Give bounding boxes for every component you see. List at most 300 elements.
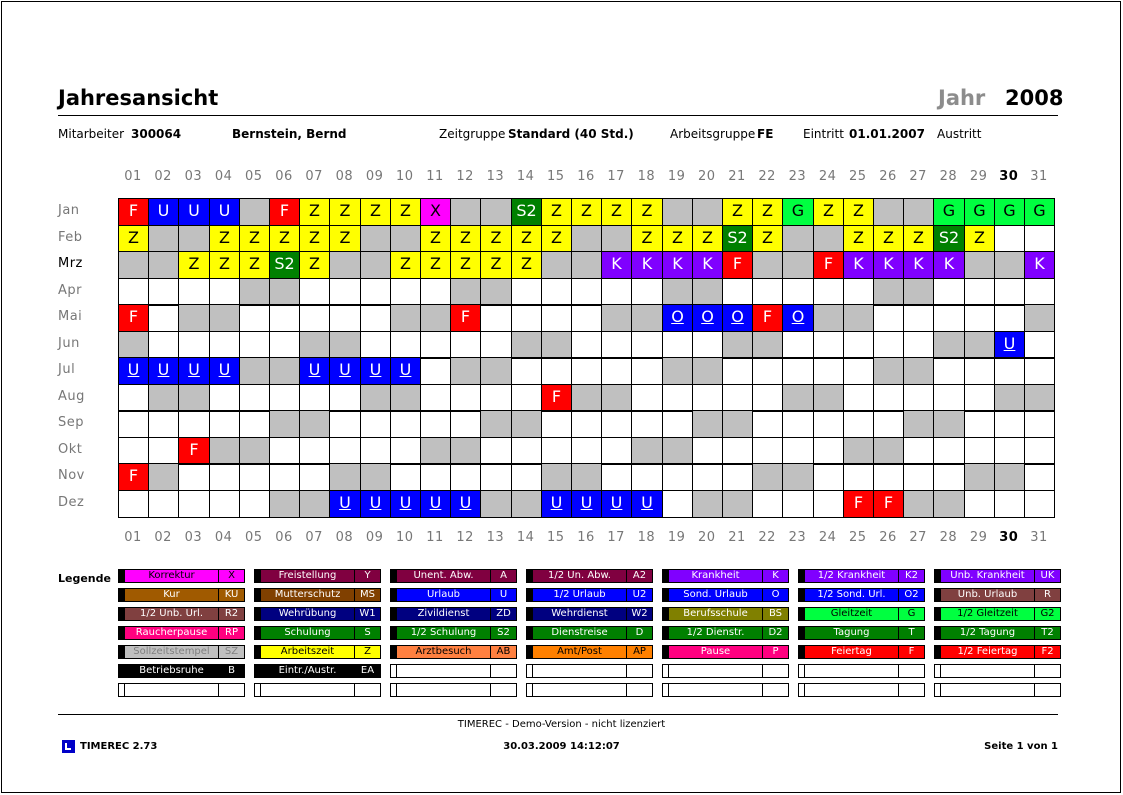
calendar-day-cell[interactable]: [752, 490, 783, 518]
calendar-day-cell[interactable]: [933, 437, 965, 465]
calendar-day-cell[interactable]: [269, 463, 300, 491]
calendar-day-cell[interactable]: [390, 278, 421, 306]
calendar-day-cell[interactable]: Z: [420, 225, 451, 253]
calendar-day-cell[interactable]: [239, 410, 270, 438]
calendar-day-cell[interactable]: [722, 463, 753, 491]
calendar-day-cell[interactable]: [541, 463, 572, 491]
calendar-day-cell[interactable]: [843, 437, 874, 465]
calendar-day-cell[interactable]: U: [178, 198, 210, 226]
calendar-day-cell[interactable]: [480, 331, 512, 359]
calendar-day-cell[interactable]: [873, 198, 904, 226]
calendar-day-cell[interactable]: [994, 463, 1025, 491]
calendar-day-cell[interactable]: [873, 410, 904, 438]
calendar-day-cell[interactable]: [722, 490, 753, 518]
calendar-day-cell[interactable]: [450, 357, 481, 385]
calendar-day-cell[interactable]: [994, 437, 1025, 465]
calendar-day-cell[interactable]: [1024, 463, 1055, 491]
calendar-day-cell[interactable]: [964, 278, 995, 306]
calendar-day-cell[interactable]: Z: [450, 225, 481, 253]
calendar-day-cell[interactable]: [782, 278, 814, 306]
calendar-day-cell[interactable]: [360, 304, 391, 332]
calendar-day-cell[interactable]: [933, 357, 965, 385]
calendar-day-cell[interactable]: [178, 410, 210, 438]
calendar-day-cell[interactable]: Z: [662, 225, 693, 253]
calendar-day-cell[interactable]: [692, 490, 723, 518]
calendar-day-cell[interactable]: [209, 278, 240, 306]
calendar-day-cell[interactable]: [360, 331, 391, 359]
calendar-day-cell[interactable]: G: [933, 198, 965, 226]
calendar-day-cell[interactable]: [178, 384, 210, 412]
calendar-day-cell[interactable]: [511, 490, 542, 518]
calendar-day-cell[interactable]: [843, 384, 874, 412]
calendar-day-cell[interactable]: [903, 304, 934, 332]
calendar-day-cell[interactable]: [420, 463, 451, 491]
calendar-day-cell[interactable]: [148, 384, 179, 412]
calendar-day-cell[interactable]: U: [329, 357, 361, 385]
calendar-day-cell[interactable]: [662, 278, 693, 306]
calendar-day-cell[interactable]: [601, 410, 632, 438]
calendar-day-cell[interactable]: [994, 384, 1025, 412]
calendar-day-cell[interactable]: Z: [329, 225, 361, 253]
calendar-day-cell[interactable]: [873, 278, 904, 306]
calendar-day-cell[interactable]: [390, 225, 421, 253]
calendar-day-cell[interactable]: [662, 437, 693, 465]
calendar-day-cell[interactable]: Z: [390, 251, 421, 279]
calendar-day-cell[interactable]: [782, 225, 814, 253]
calendar-day-cell[interactable]: Z: [269, 225, 300, 253]
calendar-day-cell[interactable]: [541, 357, 572, 385]
calendar-day-cell[interactable]: [178, 225, 210, 253]
calendar-day-cell[interactable]: [752, 410, 783, 438]
calendar-day-cell[interactable]: [873, 304, 904, 332]
calendar-day-cell[interactable]: [933, 490, 965, 518]
calendar-day-cell[interactable]: Z: [299, 225, 330, 253]
calendar-day-cell[interactable]: [148, 304, 179, 332]
calendar-day-cell[interactable]: [994, 490, 1025, 518]
calendar-day-cell[interactable]: [1024, 304, 1055, 332]
calendar-day-cell[interactable]: [329, 463, 361, 491]
calendar-day-cell[interactable]: [873, 437, 904, 465]
calendar-day-cell[interactable]: [299, 384, 330, 412]
calendar-day-cell[interactable]: [782, 331, 814, 359]
calendar-day-cell[interactable]: [511, 331, 542, 359]
calendar-day-cell[interactable]: Z: [722, 198, 753, 226]
calendar-day-cell[interactable]: [752, 357, 783, 385]
calendar-day-cell[interactable]: [1024, 437, 1055, 465]
calendar-day-cell[interactable]: [178, 463, 210, 491]
calendar-day-cell[interactable]: O: [692, 304, 723, 332]
calendar-day-cell[interactable]: [662, 384, 693, 412]
calendar-day-cell[interactable]: Z: [601, 198, 632, 226]
calendar-day-cell[interactable]: Z: [631, 225, 663, 253]
calendar-day-cell[interactable]: [269, 278, 300, 306]
calendar-day-cell[interactable]: [933, 384, 965, 412]
calendar-day-cell[interactable]: [450, 278, 481, 306]
calendar-day-cell[interactable]: Z: [209, 225, 240, 253]
calendar-day-cell[interactable]: [390, 410, 421, 438]
calendar-day-cell[interactable]: [239, 463, 270, 491]
calendar-day-cell[interactable]: [813, 304, 844, 332]
calendar-day-cell[interactable]: [360, 410, 391, 438]
calendar-day-cell[interactable]: [873, 463, 904, 491]
calendar-day-cell[interactable]: [148, 331, 179, 359]
calendar-day-cell[interactable]: [571, 463, 602, 491]
calendar-day-cell[interactable]: [390, 463, 421, 491]
calendar-day-cell[interactable]: [118, 490, 149, 518]
calendar-day-cell[interactable]: [843, 331, 874, 359]
calendar-day-cell[interactable]: K: [873, 251, 904, 279]
calendar-day-cell[interactable]: [571, 384, 602, 412]
calendar-day-cell[interactable]: [450, 410, 481, 438]
calendar-day-cell[interactable]: [239, 198, 270, 226]
calendar-day-cell[interactable]: F: [178, 437, 210, 465]
calendar-day-cell[interactable]: [631, 463, 663, 491]
calendar-day-cell[interactable]: [662, 357, 693, 385]
calendar-day-cell[interactable]: U: [148, 198, 179, 226]
calendar-day-cell[interactable]: [541, 410, 572, 438]
calendar-day-cell[interactable]: [450, 198, 481, 226]
calendar-day-cell[interactable]: [903, 331, 934, 359]
calendar-day-cell[interactable]: [903, 490, 934, 518]
calendar-day-cell[interactable]: [813, 437, 844, 465]
calendar-day-cell[interactable]: [964, 304, 995, 332]
calendar-day-cell[interactable]: Z: [118, 225, 149, 253]
calendar-day-cell[interactable]: U: [148, 357, 179, 385]
calendar-day-cell[interactable]: [299, 463, 330, 491]
calendar-day-cell[interactable]: [1024, 490, 1055, 518]
calendar-day-cell[interactable]: [420, 437, 451, 465]
calendar-day-cell[interactable]: [933, 463, 965, 491]
calendar-day-cell[interactable]: [1024, 410, 1055, 438]
calendar-day-cell[interactable]: [239, 357, 270, 385]
calendar-day-cell[interactable]: Z: [964, 225, 995, 253]
calendar-day-cell[interactable]: [601, 437, 632, 465]
calendar-day-cell[interactable]: [722, 357, 753, 385]
calendar-day-cell[interactable]: [994, 304, 1025, 332]
calendar-day-cell[interactable]: F: [450, 304, 481, 332]
calendar-day-cell[interactable]: S2: [269, 251, 300, 279]
calendar-day-cell[interactable]: S2: [511, 198, 542, 226]
calendar-day-cell[interactable]: [541, 278, 572, 306]
calendar-day-cell[interactable]: [269, 331, 300, 359]
calendar-day-cell[interactable]: Z: [843, 198, 874, 226]
calendar-day-cell[interactable]: Z: [752, 198, 783, 226]
calendar-day-cell[interactable]: [964, 437, 995, 465]
calendar-day-cell[interactable]: [722, 278, 753, 306]
calendar-day-cell[interactable]: Z: [420, 251, 451, 279]
calendar-day-cell[interactable]: [752, 251, 783, 279]
calendar-day-cell[interactable]: [843, 463, 874, 491]
calendar-day-cell[interactable]: [964, 251, 995, 279]
calendar-day-cell[interactable]: [329, 251, 361, 279]
calendar-day-cell[interactable]: Z: [450, 251, 481, 279]
calendar-day-cell[interactable]: [209, 463, 240, 491]
calendar-day-cell[interactable]: [903, 357, 934, 385]
calendar-day-cell[interactable]: [209, 304, 240, 332]
calendar-day-cell[interactable]: [299, 437, 330, 465]
calendar-day-cell[interactable]: [933, 278, 965, 306]
calendar-day-cell[interactable]: [1024, 225, 1055, 253]
calendar-day-cell[interactable]: Z: [329, 198, 361, 226]
calendar-day-cell[interactable]: [571, 331, 602, 359]
calendar-day-cell[interactable]: [903, 198, 934, 226]
calendar-day-cell[interactable]: [450, 331, 481, 359]
calendar-day-cell[interactable]: F: [541, 384, 572, 412]
calendar-day-cell[interactable]: F: [873, 490, 904, 518]
calendar-day-cell[interactable]: O: [782, 304, 814, 332]
calendar-day-cell[interactable]: [964, 463, 995, 491]
calendar-day-cell[interactable]: U: [390, 490, 421, 518]
calendar-day-cell[interactable]: [782, 251, 814, 279]
calendar-day-cell[interactable]: [903, 437, 934, 465]
calendar-day-cell[interactable]: [420, 410, 451, 438]
calendar-day-cell[interactable]: Z: [752, 225, 783, 253]
calendar-day-cell[interactable]: U: [209, 357, 240, 385]
calendar-day-cell[interactable]: [269, 384, 300, 412]
calendar-day-cell[interactable]: [450, 463, 481, 491]
calendar-day-cell[interactable]: [601, 384, 632, 412]
calendar-day-cell[interactable]: [601, 304, 632, 332]
calendar-day-cell[interactable]: U: [360, 490, 391, 518]
calendar-day-cell[interactable]: [873, 331, 904, 359]
calendar-day-cell[interactable]: [269, 410, 300, 438]
calendar-day-cell[interactable]: [209, 490, 240, 518]
calendar-day-cell[interactable]: [601, 331, 632, 359]
calendar-day-cell[interactable]: [933, 304, 965, 332]
calendar-day-cell[interactable]: Z: [239, 225, 270, 253]
calendar-day-cell[interactable]: [148, 437, 179, 465]
calendar-day-cell[interactable]: [692, 384, 723, 412]
calendar-day-cell[interactable]: Z: [209, 251, 240, 279]
calendar-day-cell[interactable]: [511, 437, 542, 465]
calendar-day-cell[interactable]: [571, 304, 602, 332]
calendar-day-cell[interactable]: [360, 278, 391, 306]
calendar-day-cell[interactable]: [843, 304, 874, 332]
calendar-day-cell[interactable]: U: [209, 198, 240, 226]
calendar-day-cell[interactable]: [813, 463, 844, 491]
calendar-day-cell[interactable]: K: [933, 251, 965, 279]
calendar-day-cell[interactable]: [722, 331, 753, 359]
calendar-day-cell[interactable]: [178, 331, 210, 359]
calendar-day-cell[interactable]: [269, 304, 300, 332]
calendar-day-cell[interactable]: [1024, 357, 1055, 385]
calendar-day-cell[interactable]: U: [601, 490, 632, 518]
calendar-day-cell[interactable]: [329, 437, 361, 465]
calendar-day-cell[interactable]: [480, 463, 512, 491]
calendar-day-cell[interactable]: [873, 357, 904, 385]
calendar-day-cell[interactable]: [843, 278, 874, 306]
calendar-day-cell[interactable]: S2: [722, 225, 753, 253]
calendar-day-cell[interactable]: [329, 410, 361, 438]
calendar-day-cell[interactable]: [994, 225, 1025, 253]
calendar-day-cell[interactable]: [813, 410, 844, 438]
calendar-day-cell[interactable]: U: [390, 357, 421, 385]
calendar-day-cell[interactable]: [299, 490, 330, 518]
calendar-day-cell[interactable]: [631, 357, 663, 385]
calendar-day-cell[interactable]: [692, 198, 723, 226]
calendar-day-cell[interactable]: [813, 357, 844, 385]
calendar-day-cell[interactable]: [601, 463, 632, 491]
calendar-day-cell[interactable]: U: [178, 357, 210, 385]
calendar-day-cell[interactable]: [360, 463, 391, 491]
calendar-day-cell[interactable]: F: [752, 304, 783, 332]
calendar-day-cell[interactable]: [752, 278, 783, 306]
calendar-day-cell[interactable]: [148, 410, 179, 438]
calendar-day-cell[interactable]: K: [631, 251, 663, 279]
calendar-day-cell[interactable]: K: [601, 251, 632, 279]
calendar-day-cell[interactable]: [571, 251, 602, 279]
calendar-day-cell[interactable]: [239, 490, 270, 518]
calendar-day-cell[interactable]: [118, 251, 149, 279]
calendar-day-cell[interactable]: [480, 278, 512, 306]
calendar-day-cell[interactable]: [511, 463, 542, 491]
calendar-day-cell[interactable]: K: [692, 251, 723, 279]
calendar-day-cell[interactable]: Z: [813, 198, 844, 226]
calendar-day-cell[interactable]: K: [903, 251, 934, 279]
calendar-day-cell[interactable]: F: [118, 198, 149, 226]
calendar-day-cell[interactable]: [480, 198, 512, 226]
calendar-day-cell[interactable]: [964, 331, 995, 359]
calendar-day-cell[interactable]: [480, 304, 512, 332]
calendar-day-cell[interactable]: F: [813, 251, 844, 279]
calendar-day-cell[interactable]: [390, 304, 421, 332]
calendar-day-cell[interactable]: [662, 331, 693, 359]
calendar-day-cell[interactable]: [209, 331, 240, 359]
calendar-day-cell[interactable]: [541, 331, 572, 359]
calendar-day-cell[interactable]: [299, 278, 330, 306]
calendar-day-cell[interactable]: [692, 437, 723, 465]
calendar-day-cell[interactable]: [843, 410, 874, 438]
calendar-day-cell[interactable]: [480, 490, 512, 518]
calendar-day-cell[interactable]: O: [662, 304, 693, 332]
calendar-day-cell[interactable]: [782, 357, 814, 385]
calendar-day-cell[interactable]: [813, 331, 844, 359]
calendar-day-cell[interactable]: [813, 490, 844, 518]
calendar-day-cell[interactable]: Z: [239, 251, 270, 279]
calendar-day-cell[interactable]: [903, 278, 934, 306]
calendar-day-cell[interactable]: [631, 304, 663, 332]
calendar-day-cell[interactable]: [873, 384, 904, 412]
calendar-day-cell[interactable]: [692, 357, 723, 385]
calendar-day-cell[interactable]: G: [964, 198, 995, 226]
calendar-day-cell[interactable]: [118, 410, 149, 438]
calendar-day-cell[interactable]: Z: [541, 225, 572, 253]
calendar-day-cell[interactable]: [148, 278, 179, 306]
calendar-day-cell[interactable]: [571, 410, 602, 438]
calendar-day-cell[interactable]: [239, 304, 270, 332]
calendar-day-cell[interactable]: [662, 198, 693, 226]
calendar-day-cell[interactable]: [239, 384, 270, 412]
calendar-day-cell[interactable]: [601, 225, 632, 253]
calendar-day-cell[interactable]: F: [118, 463, 149, 491]
calendar-day-cell[interactable]: [964, 357, 995, 385]
calendar-day-cell[interactable]: [601, 357, 632, 385]
calendar-day-cell[interactable]: [541, 437, 572, 465]
calendar-day-cell[interactable]: S2: [933, 225, 965, 253]
calendar-day-cell[interactable]: O: [722, 304, 753, 332]
calendar-day-cell[interactable]: [269, 357, 300, 385]
calendar-day-cell[interactable]: [178, 278, 210, 306]
calendar-day-cell[interactable]: [209, 410, 240, 438]
calendar-day-cell[interactable]: [420, 384, 451, 412]
calendar-day-cell[interactable]: [450, 437, 481, 465]
calendar-day-cell[interactable]: [269, 490, 300, 518]
calendar-day-cell[interactable]: F: [118, 304, 149, 332]
calendar-day-cell[interactable]: [480, 437, 512, 465]
calendar-day-cell[interactable]: [813, 225, 844, 253]
calendar-day-cell[interactable]: [118, 331, 149, 359]
calendar-day-cell[interactable]: [541, 251, 572, 279]
calendar-day-cell[interactable]: G: [782, 198, 814, 226]
calendar-day-cell[interactable]: [329, 278, 361, 306]
calendar-day-cell[interactable]: [148, 490, 179, 518]
calendar-day-cell[interactable]: K: [662, 251, 693, 279]
calendar-day-cell[interactable]: [209, 437, 240, 465]
calendar-day-cell[interactable]: [571, 437, 602, 465]
calendar-day-cell[interactable]: [662, 463, 693, 491]
calendar-day-cell[interactable]: [631, 384, 663, 412]
calendar-day-cell[interactable]: [994, 357, 1025, 385]
calendar-day-cell[interactable]: U: [420, 490, 451, 518]
calendar-day-cell[interactable]: U: [631, 490, 663, 518]
calendar-day-cell[interactable]: U: [571, 490, 602, 518]
calendar-day-cell[interactable]: [662, 410, 693, 438]
calendar-day-cell[interactable]: U: [360, 357, 391, 385]
calendar-day-cell[interactable]: Z: [692, 225, 723, 253]
calendar-day-cell[interactable]: [782, 463, 814, 491]
calendar-day-cell[interactable]: [752, 437, 783, 465]
calendar-day-cell[interactable]: Z: [299, 251, 330, 279]
calendar-day-cell[interactable]: [722, 384, 753, 412]
calendar-day-cell[interactable]: [118, 384, 149, 412]
calendar-day-cell[interactable]: F: [843, 490, 874, 518]
calendar-day-cell[interactable]: [360, 384, 391, 412]
calendar-day-cell[interactable]: [631, 437, 663, 465]
calendar-day-cell[interactable]: [329, 384, 361, 412]
calendar-day-cell[interactable]: [692, 410, 723, 438]
calendar-day-cell[interactable]: [299, 331, 330, 359]
calendar-day-cell[interactable]: [571, 278, 602, 306]
calendar-day-cell[interactable]: [239, 278, 270, 306]
calendar-day-cell[interactable]: [813, 384, 844, 412]
calendar-day-cell[interactable]: [631, 410, 663, 438]
calendar-day-cell[interactable]: [148, 225, 179, 253]
calendar-day-cell[interactable]: [631, 278, 663, 306]
calendar-day-cell[interactable]: [782, 437, 814, 465]
calendar-day-cell[interactable]: [752, 384, 783, 412]
calendar-day-cell[interactable]: [571, 357, 602, 385]
calendar-day-cell[interactable]: [209, 384, 240, 412]
calendar-day-cell[interactable]: G: [1024, 198, 1055, 226]
calendar-day-cell[interactable]: [1024, 331, 1055, 359]
calendar-day-cell[interactable]: [692, 463, 723, 491]
calendar-day-cell[interactable]: [480, 384, 512, 412]
calendar-day-cell[interactable]: [269, 437, 300, 465]
calendar-day-cell[interactable]: [511, 384, 542, 412]
calendar-day-cell[interactable]: K: [1024, 251, 1055, 279]
calendar-day-cell[interactable]: [329, 331, 361, 359]
calendar-day-cell[interactable]: Z: [843, 225, 874, 253]
calendar-day-cell[interactable]: [722, 410, 753, 438]
calendar-day-cell[interactable]: [1024, 384, 1055, 412]
calendar-day-cell[interactable]: [601, 278, 632, 306]
calendar-day-cell[interactable]: [299, 410, 330, 438]
calendar-day-cell[interactable]: [390, 331, 421, 359]
calendar-day-cell[interactable]: [964, 410, 995, 438]
calendar-day-cell[interactable]: Z: [571, 198, 602, 226]
calendar-day-cell[interactable]: Z: [390, 198, 421, 226]
calendar-day-cell[interactable]: [360, 437, 391, 465]
